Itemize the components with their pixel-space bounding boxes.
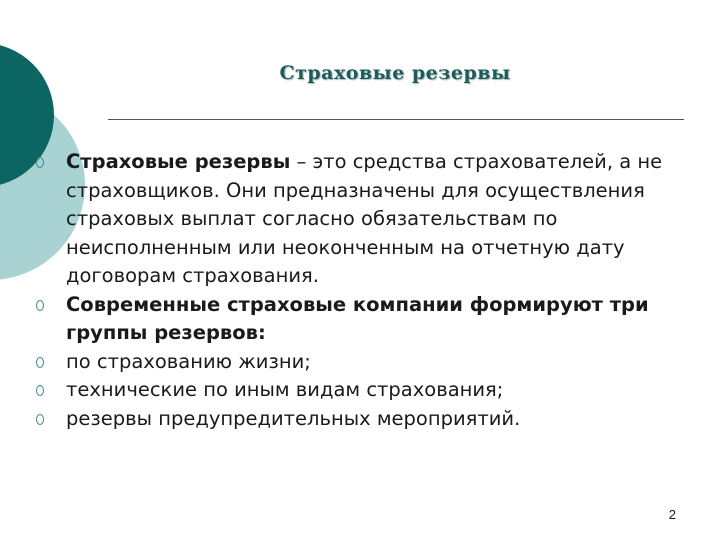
bullet-bold-text: Современные страховые компании формируют три группы резервов: <box>66 292 649 344</box>
bullet-text: – это средства страхователей, а не страховщиков. Они предназначены для осуществления страховых выплат согласно обязательствам по неисполненным или неоконченным на отчетную дату договорам страхования. <box>66 150 663 287</box>
bullet-text: технические по иным видам страхования; <box>66 378 504 401</box>
bullet-list <box>36 148 696 433</box>
hollow-circle-bullet-icon <box>36 357 44 368</box>
bullet-item <box>36 291 696 348</box>
bullet-item <box>36 405 696 434</box>
page-number: 2 <box>668 507 676 522</box>
bullet-item <box>36 376 696 405</box>
hollow-circle-bullet-icon <box>36 414 44 425</box>
bullet-item <box>36 148 696 291</box>
title-divider <box>108 119 684 120</box>
bullet-bold-text: Страховые резервы <box>66 150 291 173</box>
hollow-circle-bullet-icon <box>36 157 44 168</box>
hollow-circle-bullet-icon <box>36 385 44 396</box>
bullet-text: резервы предупредительных мероприятий. <box>66 406 521 430</box>
bullet-text: по страхованию жизни; <box>66 349 311 373</box>
hollow-circle-bullet-icon <box>36 300 44 311</box>
slide-title: Страховые резервы <box>279 62 511 84</box>
bullet-item <box>36 348 696 377</box>
